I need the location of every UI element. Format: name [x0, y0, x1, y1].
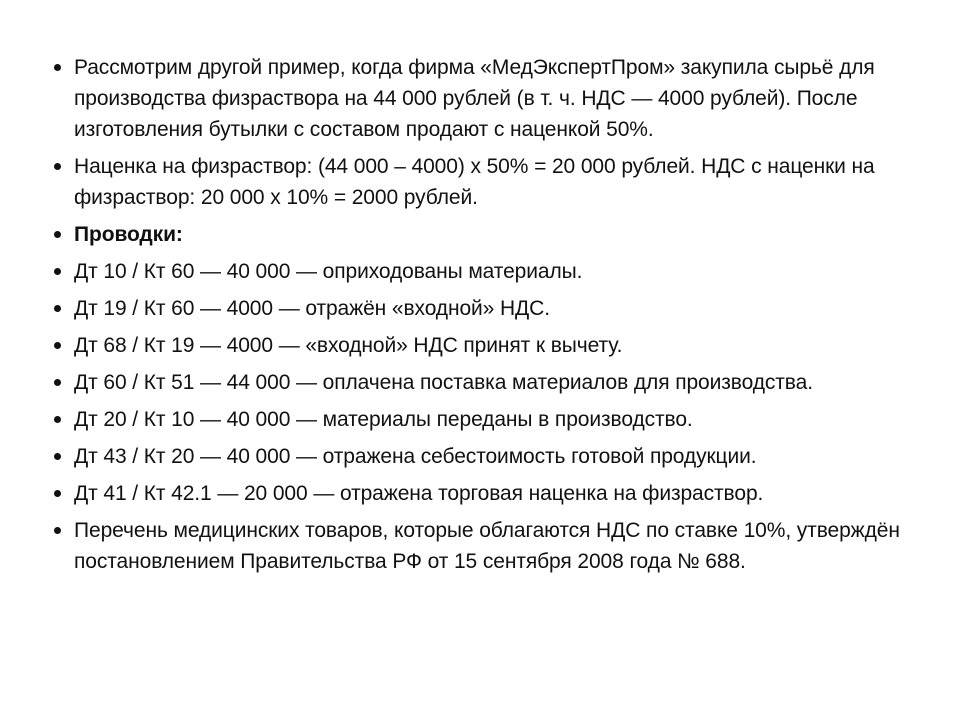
bullet-text: Дт 10 / Кт 60 — 40 000 — оприходованы материалы.: [74, 260, 583, 283]
bullet-text: Дт 20 / Кт 10 — 40 000 — материалы переданы в производство.: [74, 408, 693, 431]
bullet-item-entry: [50, 441, 910, 472]
bullet-icon: [54, 64, 61, 71]
bullet-icon: [54, 163, 61, 170]
bullet-text: Дт 60 / Кт 51 — 44 000 — оплачена поставка материалов для производства.: [74, 371, 813, 394]
bullet-text: Перечень медицинских товаров, которые облагаются НДС по ставке 10%, утверждён постановлением Правительства РФ от 15 сентября 2008 года № 688.: [74, 519, 900, 573]
bullet-icon: [54, 231, 61, 238]
bullet-icon: [54, 490, 61, 497]
bullet-text: Наценка на физраствор: (44 000 – 4000) х 50% = 20 000 рублей. НДС с наценки на физраствор: 20 000 х 10% = 2000 рублей.: [74, 155, 875, 209]
bullet-item-reference: [50, 515, 910, 577]
bullet-icon: [54, 453, 61, 460]
bullet-icon: [54, 527, 61, 534]
bullet-item-entry: [50, 404, 910, 435]
bullet-icon: [54, 268, 61, 275]
bullet-item-entry: [50, 367, 910, 398]
bullet-item-entry: [50, 256, 910, 287]
bullet-icon: [54, 379, 61, 386]
bullet-item-entry: [50, 330, 910, 361]
bullet-text: Дт 41 / Кт 42.1 — 20 000 — отражена торговая наценка на физраствор.: [74, 482, 764, 505]
bullet-item-entry: [50, 478, 910, 509]
bullet-icon: [54, 342, 61, 349]
bullet-text: Дт 68 / Кт 19 — 4000 — «входной» НДС принят к вычету.: [74, 334, 623, 357]
bullet-text: Дт 19 / Кт 60 — 4000 — отражён «входной» НДС.: [74, 297, 550, 320]
bullet-item-markup: [50, 151, 910, 213]
entries-heading: Проводки:: [74, 223, 183, 246]
bullet-text: Рассмотрим другой пример, когда фирма «МедЭкспертПром» закупила сырьё для производства физраствора на 44 000 рублей (в т. ч. НДС — 4000 рублей). После изготовления бутылки с составом продают с наценкой 50%.: [74, 56, 875, 141]
bullet-icon: [54, 305, 61, 312]
bullet-text: Дт 43 / Кт 20 — 40 000 — отражена себестоимость готовой продукции.: [74, 445, 757, 468]
bullet-list: [50, 52, 910, 583]
bullet-item-entry: [50, 293, 910, 324]
bullet-item-entries-heading: [50, 219, 910, 250]
bullet-icon: [54, 416, 61, 423]
bullet-item-example: [50, 52, 910, 145]
